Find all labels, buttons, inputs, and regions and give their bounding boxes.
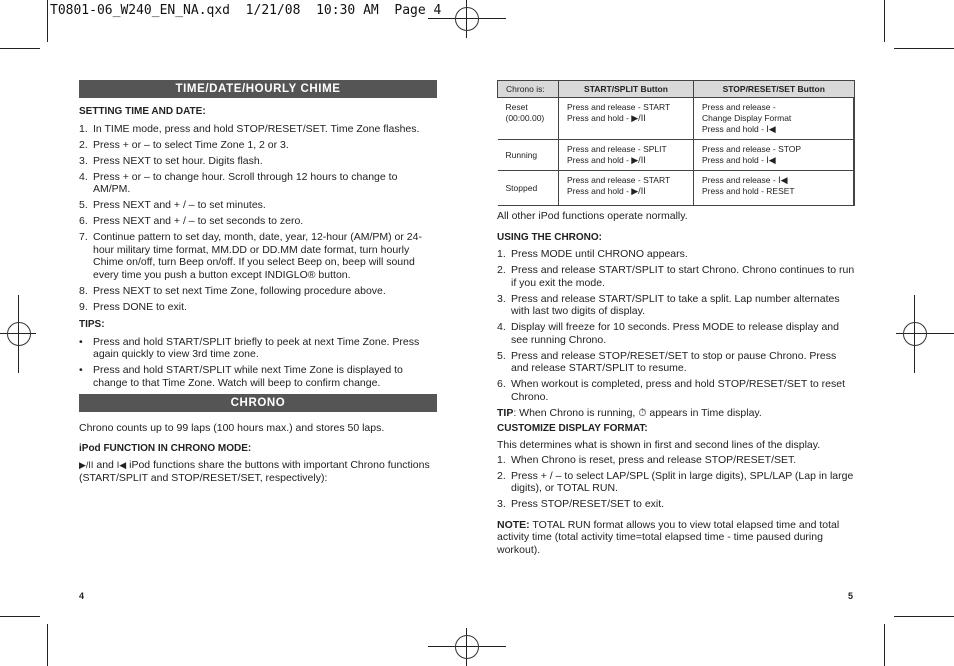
list-item: 8. Press NEXT to set next Time Zone, following procedure above. [79,284,386,297]
list-item: 4. Press + or – to change hour. Scroll through 12 hours to change to AM/PM. [79,170,398,195]
right-column [497,80,855,556]
previous-track-icon: I◀ [778,175,788,185]
previous-track-icon: I◀ [116,460,127,470]
table-row [498,171,855,206]
setting-heading: SETTING TIME AND DATE: [79,106,206,117]
page-number: 4 [79,591,85,601]
column-header: STOP/RESET/SET Button [694,81,855,98]
table-row [498,140,855,171]
crop-mark [894,48,954,49]
chrono-intro: Chrono counts up to 99 laps (100 hours max.) and stores 50 laps. [79,422,385,434]
previous-track-icon: I◀ [766,155,776,165]
list-item: 7. Continue pattern to set day, month, date, year, 12-hour (AM/PM) or 24-hour military time format, MM.DD or DD.MM date format, turn hourly Chime on/off, turn Beep on/off. If you select Beep on, beep will sound every time you push a button except INDIGLO® button. [79,231,422,281]
table-cell: Press and release - START Press and hold - ▶/II [559,98,694,140]
table-cell: Press and release - START Press and hold - ▶/II [559,171,694,206]
crop-mark [47,624,48,666]
list-item: 2. Press + / – to select LAP/SPL (Split in large digits), SPL/LAP (Lap in large digits), or TOTAL RUN. [497,469,854,494]
list-item: 1. Press MODE until CHRONO appears. [497,248,688,260]
customize-intro: This determines what is shown in first and second lines of the display. [497,439,821,451]
column-header: START/SPLIT Button [559,81,694,98]
table-header-row [498,81,855,98]
list-item: 2. Press + or – to select Time Zone 1, 2 or 3. [79,138,289,151]
list-item: 4. Display will freeze for 10 seconds. Press MODE to release display and see running Chrono. [497,321,839,346]
list-item: • Press and hold START/SPLIT while next Time Zone is displayed to change to that Time Zone. Watch will beep to confirm change. [79,364,403,389]
list-item: 1. When Chrono is reset, press and release STOP/RESET/SET. [497,453,797,466]
chrono-table [497,80,855,206]
tips-heading: TIPS: [79,319,105,330]
list-item: 3. Press STOP/RESET/SET to exit. [497,498,665,510]
previous-track-icon: I◀ [766,124,776,134]
using-steps [497,248,855,403]
registration-mark [7,322,31,346]
table-row [498,98,855,140]
ipod-heading: iPod FUNCTION IN CHRONO MODE: [79,442,252,454]
tip-line: TIP: When Chrono is running, ⏱ appears in Time display. [497,407,762,419]
column-header: Chrono is: [498,81,559,98]
customize-steps [497,454,855,511]
registration-mark [455,7,479,31]
section-heading-time: TIME/DATE/HOURLY CHIME [79,80,437,98]
table-cell: Press and release - Change Display Format Press and hold - I◀ [694,98,855,140]
using-heading: USING THE CHRONO: [497,231,602,243]
table-cell: Reset (00:00.00) [498,98,559,140]
crop-mark [884,0,885,42]
after-table-text: All other iPod functions operate normally. [497,210,688,222]
crop-mark [894,616,954,617]
table-cell: Running [498,140,559,171]
list-item: 9. Press DONE to exit. [79,300,187,313]
crop-mark [47,0,48,42]
customize-heading: CUSTOMIZE DISPLAY FORMAT: [497,422,648,434]
ipod-text: ▶/II and I◀ iPod functions share the buttons with important Chrono functions (START/SPLIT and STOP/RESET/SET, respectively): [79,459,430,484]
stopwatch-icon: ⏱ [638,407,647,419]
table-cell: Press and release - SPLIT Press and hold - ▶/II [559,140,694,171]
list-item: 1. In TIME mode, press and hold STOP/RESET/SET. Time Zone flashes. [79,122,420,135]
section-heading-chrono: CHRONO [79,394,437,412]
crop-mark [0,48,40,49]
registration-mark [903,322,927,346]
note-text: NOTE: TOTAL RUN format allows you to view total elapsed time and total activity time (total activity time=total elapsed time - time paused during workout). [497,518,840,556]
list-item: 5. Press and release STOP/RESET/SET to stop or pause Chrono. Press and release START/SPLIT to resume. [497,349,837,374]
play-pause-icon: ▶/II [631,186,646,196]
table-cell: Press and release - I◀ Press and hold - RESET [694,171,855,206]
list-item: 5. Press NEXT and + / – to set minutes. [79,199,266,211]
list-item: 6. When workout is completed, press and hold STOP/RESET/SET to reset Chrono. [497,378,846,403]
play-pause-icon: ▶/II [631,113,646,123]
tips-list [79,336,437,390]
play-pause-icon: ▶/II [631,155,646,165]
setting-steps [79,123,437,314]
list-item: 3. Press and release START/SPLIT to take a split. Lap number alternates with last two digits of display. [497,292,840,317]
list-item: 3. Press NEXT to set hour. Digits flash. [79,154,263,167]
crop-mark [884,624,885,666]
list-item: • Press and hold START/SPLIT briefly to peek at next Time Zone. Press again quickly to view 3rd time zone. [79,335,420,360]
table-cell: Press and release - STOP Press and hold - I◀ [694,140,855,171]
table-cell: Stopped [498,171,559,206]
crop-mark [0,616,40,617]
registration-mark [455,635,479,659]
list-item: 6. Press NEXT and + / – to set seconds to zero. [79,215,304,227]
file-slug: T0801-06_W240_EN_NA.qxd 1/21/08 10:30 AM Page 4 [50,3,442,18]
play-pause-icon: ▶/II [79,460,94,470]
list-item: 2. Press and release START/SPLIT to start Chrono. Chrono continues to run if you exit the mode. [497,264,855,289]
left-column [79,80,437,484]
page-number: 5 [848,591,854,601]
